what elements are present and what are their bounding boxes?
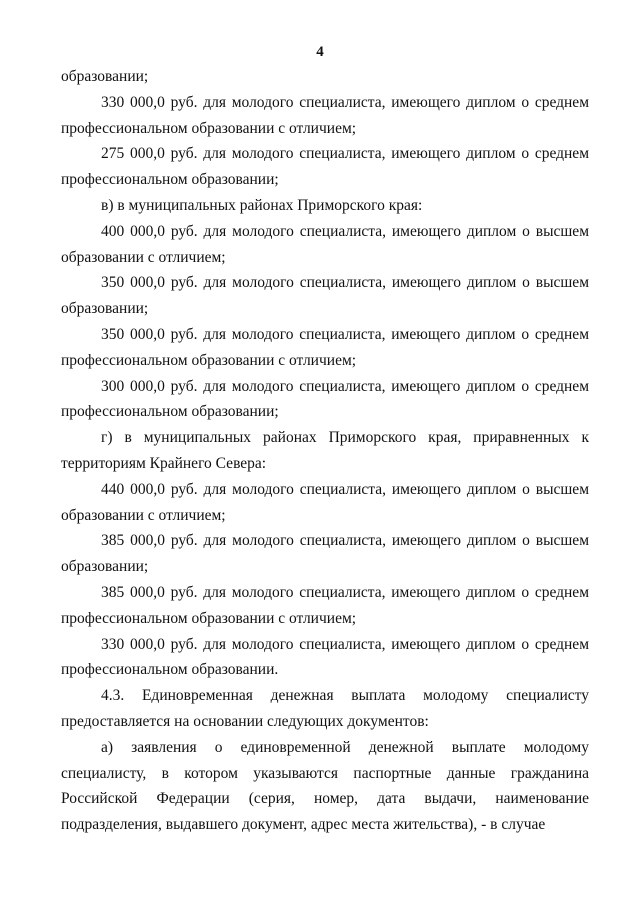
paragraph: 350 000,0 руб. для молодого специалиста, имеющего диплом о среднем профессиональном образовании с отличием; <box>61 325 589 369</box>
paragraph-subheading: г) в муниципальных районах Приморского края, приравненных к территориям Крайнего Севера: <box>61 429 589 472</box>
paragraph-subheading: в) в муниципальных районах Приморского края: <box>101 196 423 214</box>
paragraph: 275 000,0 руб. для молодого специалиста, имеющего диплом о среднем профессиональном образовании; <box>61 145 589 189</box>
paragraph: 440 000,0 руб. для молодого специалиста, имеющего диплом о высшем образовании с отличием; <box>61 480 589 524</box>
paragraph: 330 000,0 руб. для молодого специалиста, имеющего диплом о среднем профессиональном образовании. <box>61 635 589 679</box>
page-number: 4 <box>316 44 324 60</box>
paragraph: 350 000,0 руб. для молодого специалиста, имеющего диплом о высшем образовании; <box>61 274 589 318</box>
paragraph-continuation: образовании; <box>61 68 149 85</box>
paragraph: 385 000,0 руб. для молодого специалиста, имеющего диплом о высшем образовании; <box>61 532 589 576</box>
paragraph: 400 000,0 руб. для молодого специалиста, имеющего диплом о высшем образовании с отличием; <box>61 222 589 266</box>
paragraph: 385 000,0 руб. для молодого специалиста, имеющего диплом о среднем профессиональном образовании с отличием; <box>61 583 589 627</box>
paragraph: 330 000,0 руб. для молодого специалиста, имеющего диплом о среднем профессиональном образовании с отличием; <box>61 93 589 137</box>
paragraph: 300 000,0 руб. для молодого специалиста, имеющего диплом о среднем профессиональном образовании; <box>61 377 589 421</box>
document-body <box>61 64 589 838</box>
paragraph: а) заявления о единовременной денежной выплате молодому специалисту, в котором указываются паспортные данные гражданина Российской Федерации (серия, номер, дата выдачи, наименование подразделения, выдавшего документ, адрес места жительства), - в случае <box>61 738 589 834</box>
paragraph-section: 4.3. Единовременная денежная выплата молодому специалисту предоставляется на основании следующих документов: <box>61 687 589 730</box>
